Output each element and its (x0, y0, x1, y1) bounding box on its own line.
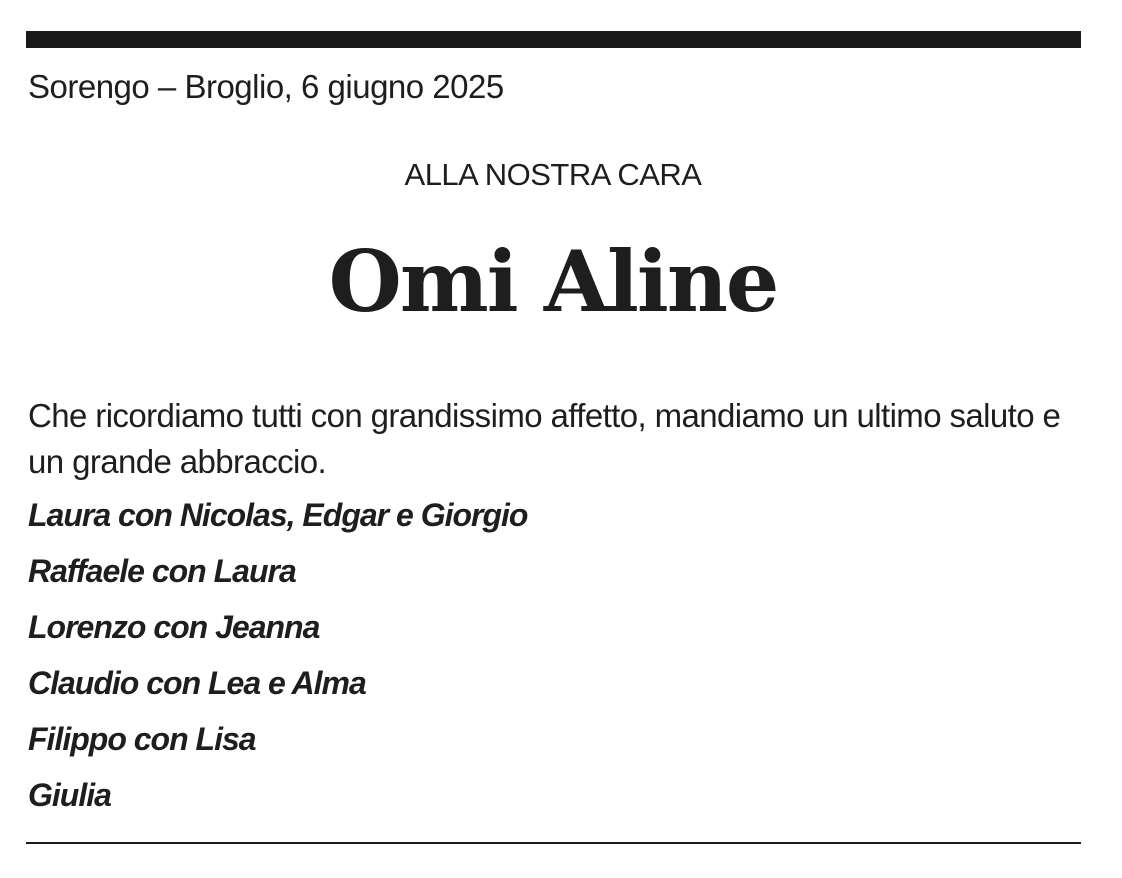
signature-list (28, 487, 527, 823)
notice-intro: ALLA NOSTRA CARA (404, 157, 702, 192)
signature-line: Filippo con Lisa (28, 721, 256, 757)
bottom-divider (26, 842, 1081, 844)
signature-line: Raffaele con Laura (28, 553, 296, 589)
notice-message: Che ricordiamo tutti con grandissimo affetto, mandiamo un ultimo saluto e un grande abbraccio. (28, 397, 1061, 480)
place-date: Sorengo – Broglio, 6 giugno 2025 (28, 68, 504, 105)
signature-line: Giulia (28, 777, 111, 813)
signature-line: Lorenzo con Jeanna (28, 609, 320, 645)
deceased-name: Omi Aline (328, 232, 778, 331)
top-divider (26, 31, 1081, 48)
signature-line: Laura con Nicolas, Edgar e Giorgio (28, 497, 528, 533)
signature-line: Claudio con Lea e Alma (28, 665, 366, 701)
